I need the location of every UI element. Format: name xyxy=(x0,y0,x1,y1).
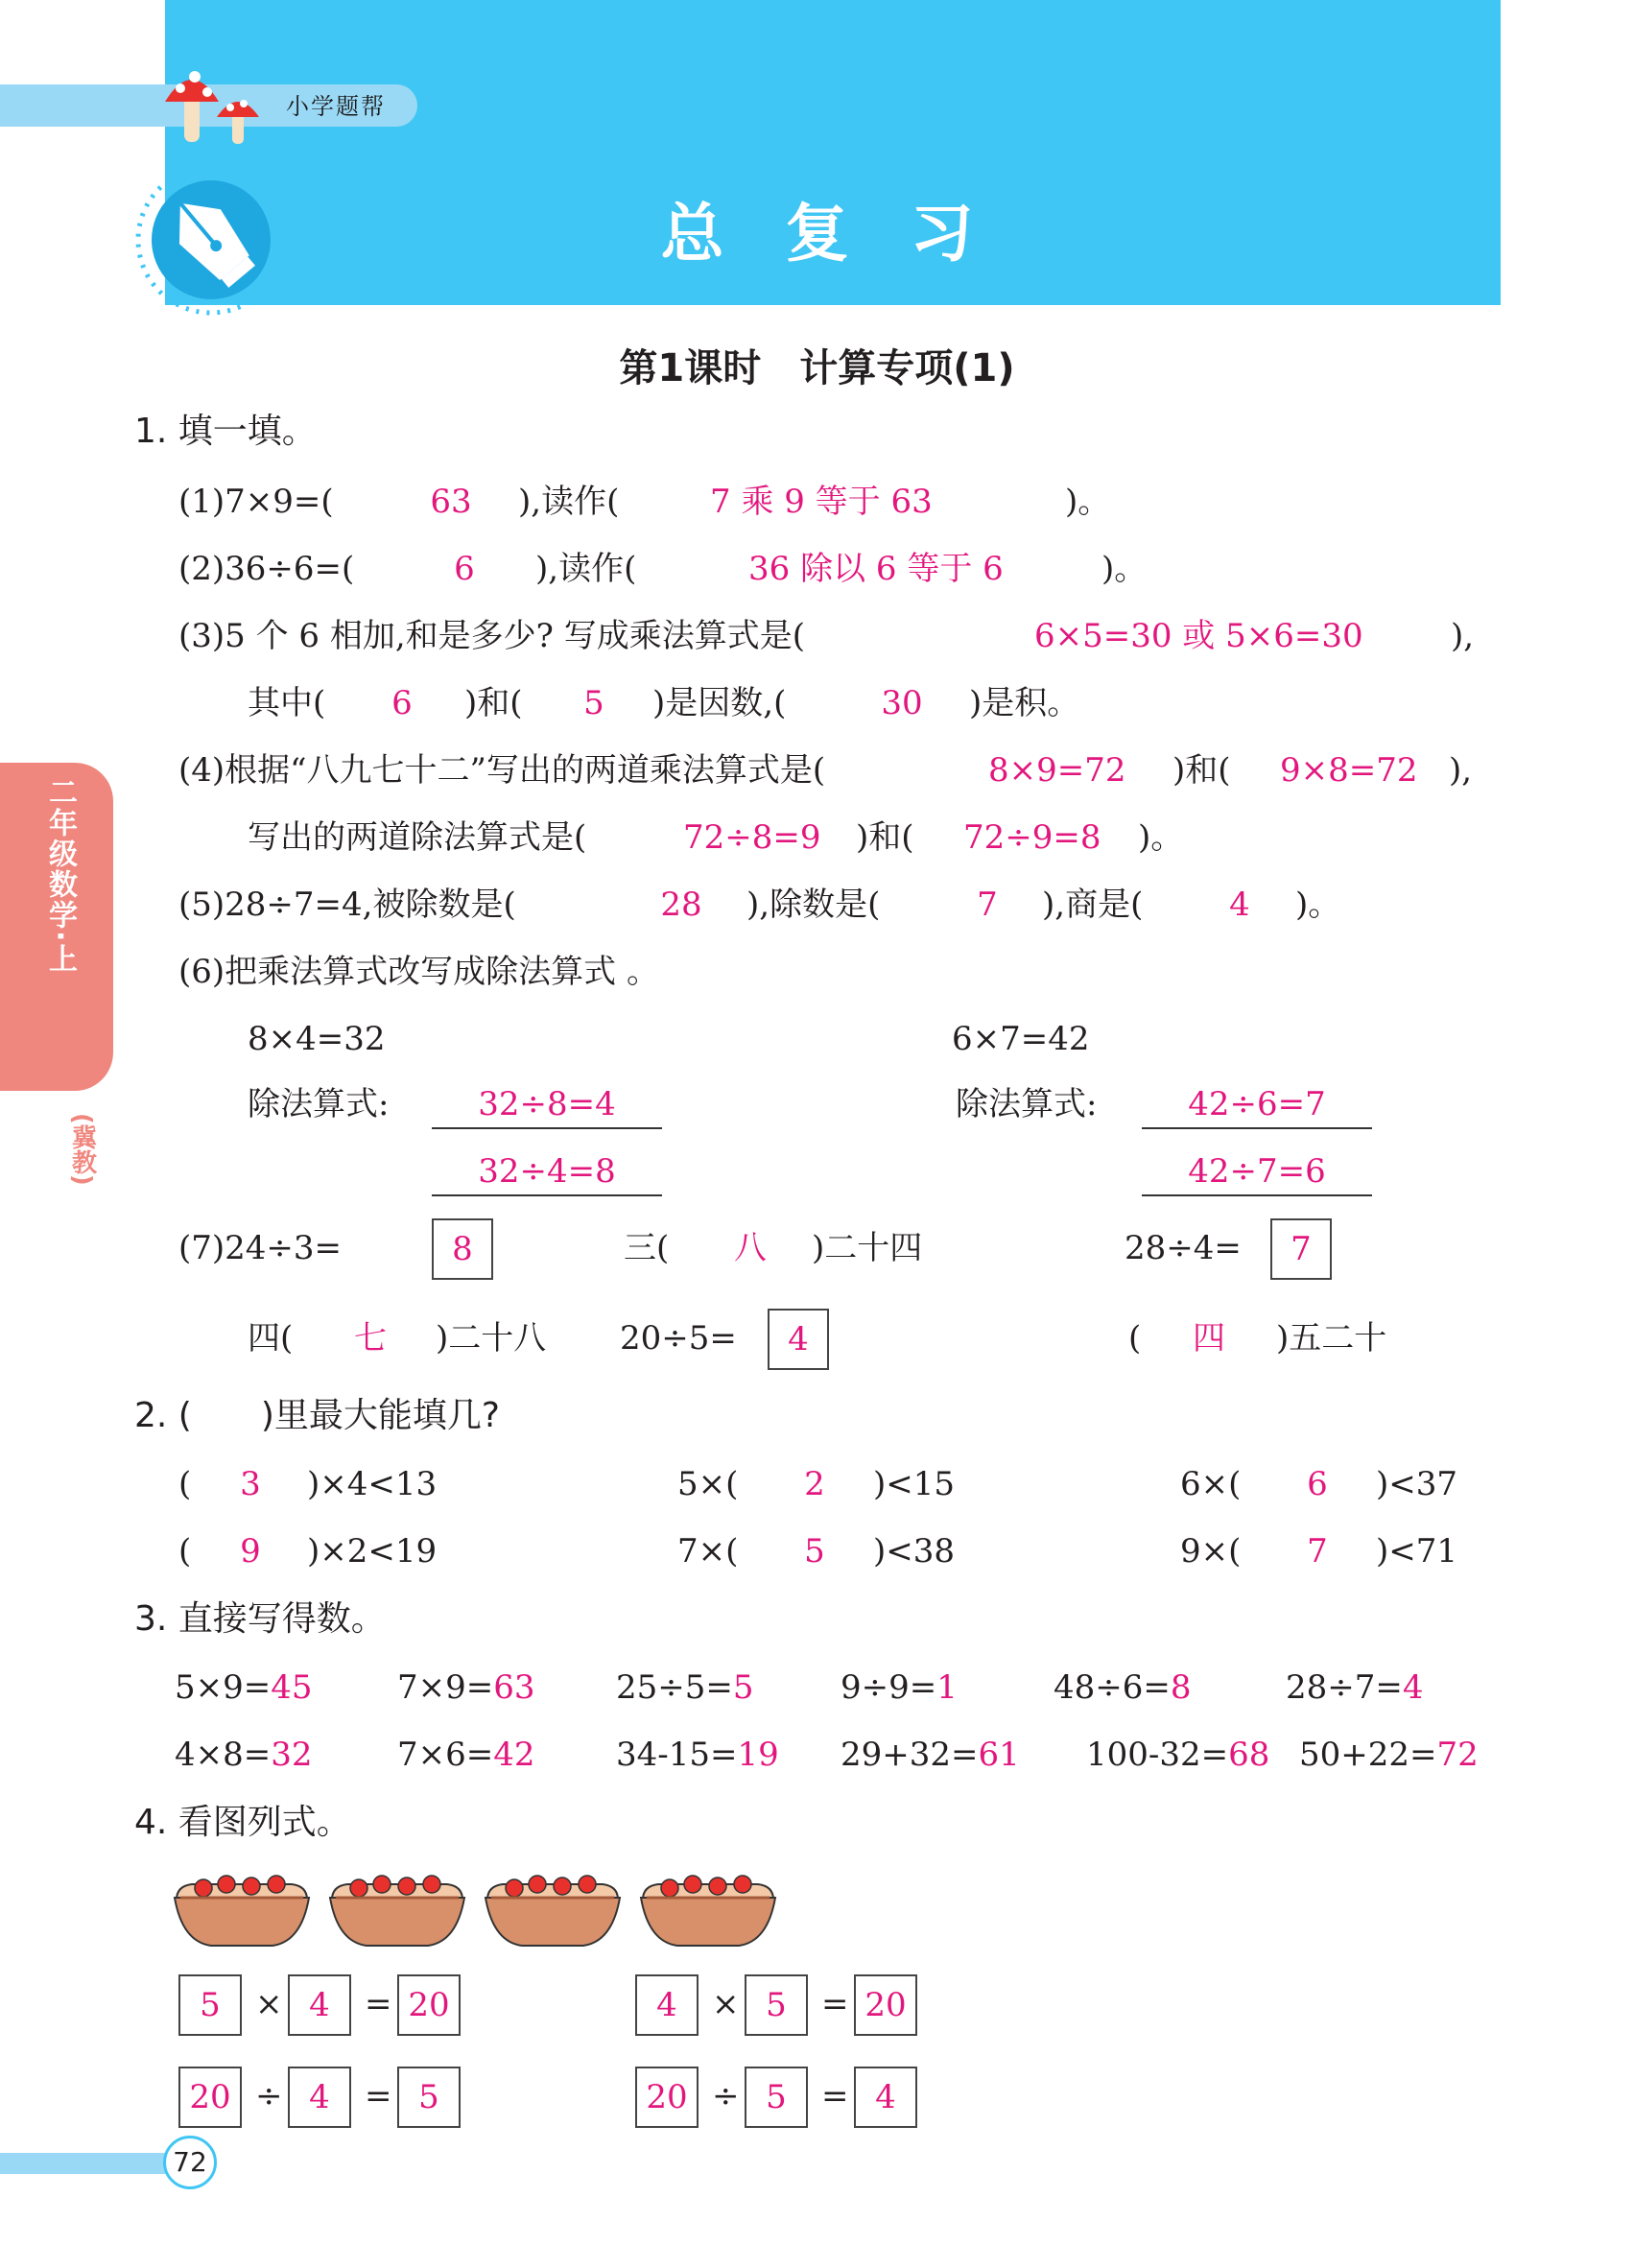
q1-2-answer: 6 xyxy=(454,550,475,588)
q3-item xyxy=(1299,1736,1479,1774)
brand-name: 小学题帮 xyxy=(286,93,386,120)
q3-answer: 1 xyxy=(936,1668,958,1707)
q1-3-answer-4: 30 xyxy=(881,684,923,722)
q1-6-left-answer-2: 32÷4=8 xyxy=(478,1152,616,1191)
page-number: 72 xyxy=(163,2136,217,2189)
q1-7-text-g: 20÷5= xyxy=(620,1319,737,1358)
q1-7-answer-6: 四 xyxy=(1193,1319,1225,1358)
q2-item-1-pre: ( xyxy=(178,1465,192,1503)
equals-sign: = xyxy=(821,2077,849,2115)
q1-5-text-c: ),商是( xyxy=(1042,886,1144,924)
answer-box: 5 xyxy=(397,2067,461,2128)
q3-answer: 72 xyxy=(1436,1736,1479,1774)
q3-item xyxy=(616,1736,779,1774)
q3-equation: 50+22= xyxy=(1299,1736,1437,1774)
answer-box: 20 xyxy=(397,1974,461,2036)
q2-item-6-pre: 9×( xyxy=(1180,1532,1242,1571)
q3-equation: 5×9= xyxy=(175,1668,272,1707)
q1-2-text: (2)36÷6=( xyxy=(178,550,355,588)
q1-3-text-f: )是积。 xyxy=(969,684,1080,722)
q1-6-text: (6)把乘法算式改写成除法算式 。 xyxy=(178,953,659,991)
q2-item-3-answer: 6 xyxy=(1307,1465,1328,1503)
q1-5-answer-3: 4 xyxy=(1229,886,1250,924)
q1-7-text-h: ( xyxy=(1128,1319,1142,1358)
q3-equation: 48÷6= xyxy=(1054,1668,1171,1707)
q3-item xyxy=(616,1668,754,1707)
q1-6-right-label: 除法算式: xyxy=(956,1085,1098,1123)
q1-5-text: (5)28÷7=4,被除数是( xyxy=(178,886,516,924)
q1-4-text-d: 写出的两道除法算式是( xyxy=(248,818,587,857)
q1-2-text-b: ),读作( xyxy=(535,550,637,588)
answer-line xyxy=(1142,1126,1372,1129)
q3-equation: 34-15= xyxy=(616,1736,738,1774)
answer-line xyxy=(1142,1193,1372,1196)
q1-1-answer: 63 xyxy=(430,483,472,521)
q3-item xyxy=(397,1668,535,1707)
q3-answer: 8 xyxy=(1170,1668,1192,1707)
answer-box: 20 xyxy=(635,2067,699,2128)
operator: ÷ xyxy=(255,2077,283,2115)
answer-line xyxy=(432,1126,662,1129)
q1-3-answer-3: 5 xyxy=(583,684,604,722)
q3-item xyxy=(841,1668,958,1707)
q3-item xyxy=(175,1668,313,1707)
q2-item-2-answer: 2 xyxy=(804,1465,825,1503)
q3-answer: 68 xyxy=(1228,1736,1270,1774)
q2-item-5-pre: 7×( xyxy=(677,1532,739,1571)
q1-4-answer-4: 72÷9=8 xyxy=(963,818,1101,857)
q1-7-answer-4: 七 xyxy=(354,1319,387,1358)
q1-6-left-equation: 8×4=32 xyxy=(248,1020,386,1058)
q1-7-text-b: 三( xyxy=(624,1229,670,1267)
q1-3-text-b: ), xyxy=(1451,617,1475,655)
answer-box: 20 xyxy=(178,2067,242,2128)
publisher-label: (冀教) xyxy=(67,1113,97,1186)
operator: × xyxy=(712,1985,740,2023)
q3-equation: 25÷5= xyxy=(616,1668,733,1707)
q3-answer: 4 xyxy=(1402,1668,1424,1707)
operator: × xyxy=(255,1985,283,2023)
page-title: 总复习 xyxy=(660,197,1035,271)
q1-7-text: (7)24÷3= xyxy=(178,1229,343,1267)
q3-item xyxy=(1054,1668,1192,1707)
q3-item xyxy=(1286,1668,1424,1707)
q2-item-4-answer: 9 xyxy=(240,1532,261,1571)
q3-answer: 19 xyxy=(737,1736,779,1774)
answer-box: 5 xyxy=(745,2067,808,2128)
q3-equation: 100-32= xyxy=(1086,1736,1229,1774)
q3-equation: 28÷7= xyxy=(1286,1668,1403,1707)
q1-1-text-c: )。 xyxy=(1065,483,1111,521)
q1-1-text-b: ),读作( xyxy=(518,483,620,521)
q3-answer: 42 xyxy=(493,1736,535,1774)
q1-3-answer-2: 6 xyxy=(391,684,413,722)
answer-box: 4 xyxy=(635,1974,699,2036)
answer-box: 7 xyxy=(1270,1218,1332,1280)
q1-4-text-c: ), xyxy=(1449,751,1473,790)
q3-item xyxy=(1086,1736,1270,1774)
q1-6-right-answer-1: 42÷6=7 xyxy=(1188,1085,1326,1123)
question-3-title: 3. 直接写得数。 xyxy=(134,1599,386,1639)
q2-item-2-pre: 5×( xyxy=(677,1465,739,1503)
q3-equation: 7×9= xyxy=(397,1668,494,1707)
q1-7-text-e: 四( xyxy=(248,1319,294,1358)
q2-item-4-pre: ( xyxy=(178,1532,192,1571)
equals-sign: = xyxy=(365,2077,392,2115)
q1-4-text: (4)根据“八九七十二”写出的两道乘法算式是( xyxy=(178,751,826,790)
q3-answer: 45 xyxy=(271,1668,313,1707)
q1-4-text-f: )。 xyxy=(1138,818,1184,857)
q3-answer: 63 xyxy=(493,1668,535,1707)
fruit-baskets-image xyxy=(173,1861,787,1953)
equals-sign: = xyxy=(365,1985,392,2023)
q1-5-text-d: )。 xyxy=(1295,886,1341,924)
q2-item-5-answer: 5 xyxy=(804,1532,825,1571)
q2-item-1-post: )×4<13 xyxy=(307,1465,438,1503)
q1-4-answer-2: 9×8=72 xyxy=(1280,751,1418,790)
q1-3-text-e: )是因数,( xyxy=(652,684,787,722)
q2-item-4-post: )×2<19 xyxy=(307,1532,438,1571)
question-1-title: 1. 填一填。 xyxy=(134,412,317,451)
q1-3-text: (3)5 个 6 相加,和是多少? 写成乘法算式是( xyxy=(178,617,805,655)
q1-6-left-answer-1: 32÷8=4 xyxy=(478,1085,616,1123)
q1-4-answer: 8×9=72 xyxy=(988,751,1126,790)
q1-5-answer: 28 xyxy=(660,886,702,924)
q2-item-2-post: )<15 xyxy=(873,1465,956,1503)
q3-equation: 4×8= xyxy=(175,1736,272,1774)
q1-4-text-b: )和( xyxy=(1172,751,1231,790)
q3-answer: 61 xyxy=(978,1736,1020,1774)
q3-answer: 5 xyxy=(732,1668,754,1707)
q2-item-6-answer: 7 xyxy=(1307,1532,1328,1571)
q1-6-left-label: 除法算式: xyxy=(248,1085,390,1123)
q1-1-answer-2: 7 乘 9 等于 63 xyxy=(710,483,933,521)
q1-5-answer-2: 7 xyxy=(977,886,998,924)
q3-answer: 32 xyxy=(271,1736,313,1774)
q1-6-right-equation: 6×7=42 xyxy=(952,1020,1090,1058)
answer-box: 4 xyxy=(288,2067,351,2128)
q1-7-answer-2: 八 xyxy=(734,1229,767,1267)
equals-sign: = xyxy=(821,1985,849,2023)
q1-3-answer: 6×5=30 或 5×6=30 xyxy=(1034,617,1363,655)
answer-box: 20 xyxy=(854,1974,917,2036)
q1-7-text-f: )二十八 xyxy=(436,1319,547,1358)
q2-item-1-answer: 3 xyxy=(240,1465,261,1503)
q1-6-right-answer-2: 42÷7=6 xyxy=(1188,1152,1326,1191)
q1-1-text: (1)7×9=( xyxy=(178,483,334,521)
question-2-title: 2. ( )里最大能填几? xyxy=(134,1396,500,1435)
mushroom-icon xyxy=(163,58,278,149)
answer-box: 4 xyxy=(854,2067,917,2128)
answer-box: 4 xyxy=(768,1309,829,1370)
q2-item-3-post: )<37 xyxy=(1376,1465,1458,1503)
q3-equation: 9÷9= xyxy=(841,1668,937,1707)
q1-2-text-c: )。 xyxy=(1101,550,1148,588)
answer-box: 5 xyxy=(745,1974,808,2036)
answer-box: 4 xyxy=(288,1974,351,2036)
q1-4-answer-3: 72÷8=9 xyxy=(683,818,821,857)
q1-2-answer-2: 36 除以 6 等于 6 xyxy=(748,550,1004,588)
q3-item xyxy=(397,1736,535,1774)
q1-3-text-c: 其中( xyxy=(248,684,326,722)
q1-7-text-d: 28÷4= xyxy=(1125,1229,1242,1267)
grade-label: 二年级数学·上 xyxy=(43,777,77,975)
operator: ÷ xyxy=(712,2077,740,2115)
q1-7-text-i: )五二十 xyxy=(1276,1319,1387,1358)
q1-5-text-b: ),除数是( xyxy=(746,886,881,924)
q1-3-text-d: )和( xyxy=(464,684,523,722)
answer-box: 5 xyxy=(178,1974,242,2036)
q3-equation: 29+32= xyxy=(841,1736,979,1774)
q2-item-6-post: )<71 xyxy=(1376,1532,1458,1571)
q1-4-text-e: )和( xyxy=(856,818,914,857)
q1-7-text-c: )二十四 xyxy=(812,1229,923,1267)
q3-equation: 7×6= xyxy=(397,1736,494,1774)
q2-item-3-pre: 6×( xyxy=(1180,1465,1242,1503)
q3-item xyxy=(841,1736,1020,1774)
q3-item xyxy=(175,1736,313,1774)
question-4-title: 4. 看图列式。 xyxy=(134,1803,351,1842)
q2-item-5-post: )<38 xyxy=(873,1532,956,1571)
answer-line xyxy=(432,1193,662,1196)
lesson-title: 第1课时 计算专项(1) xyxy=(619,346,1015,390)
answer-box: 8 xyxy=(432,1218,493,1280)
